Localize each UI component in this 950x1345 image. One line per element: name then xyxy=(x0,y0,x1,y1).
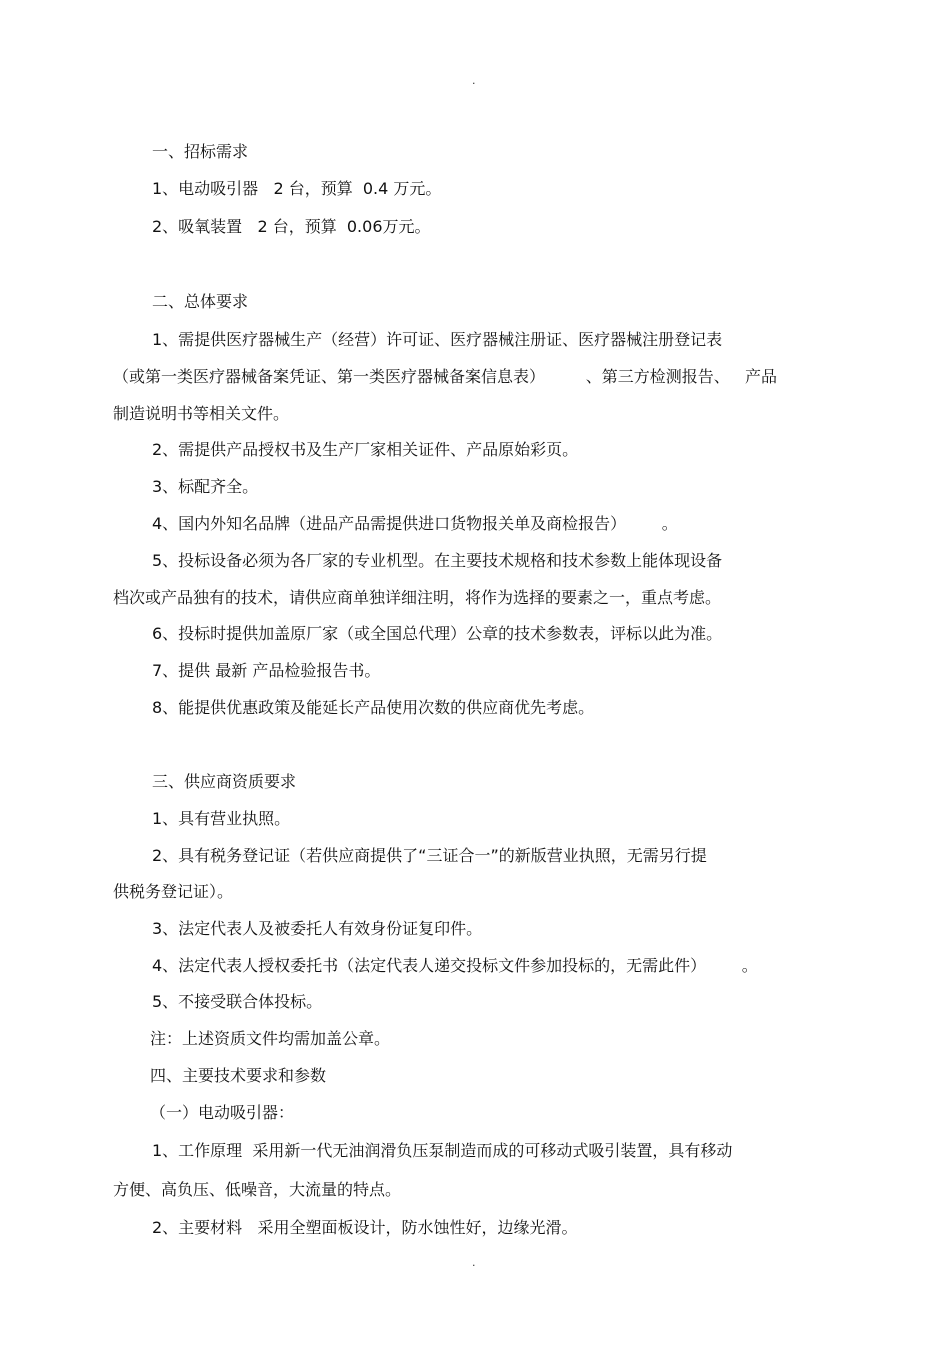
note-line: 注：上述资质文件均需加盖公章。 xyxy=(150,1029,391,1048)
section-heading-4: 四、主要技术要求和参数 xyxy=(150,1066,327,1085)
section-heading-2: 二、总体要求 xyxy=(152,292,249,311)
paragraph-line: 4、法定代表人授权委托书（法定代表人递交投标文件参加投标的，无需此件） 。 xyxy=(152,956,758,975)
paragraph-line: 3、标配齐全。 xyxy=(152,477,259,496)
paragraph-line: 3、法定代表人及被委托人有效身份证复印件。 xyxy=(152,919,483,938)
section-heading-1: 一、招标需求 xyxy=(152,142,249,161)
paragraph-line: 供税务登记证）。 xyxy=(113,882,234,901)
paragraph-line: 2、主要材料 采用全塑面板设计，防水蚀性好，边缘光滑。 xyxy=(152,1218,578,1237)
page-mark-top: . xyxy=(472,74,476,87)
paragraph-line: 5、不接受联合体投标。 xyxy=(152,992,323,1011)
paragraph-line: 4、国内外知名品牌（进品产品需提供进口货物报关单及商检报告） 。 xyxy=(152,514,678,533)
paragraph-line: 1、具有营业执照。 xyxy=(152,809,291,828)
paragraph-line: 5、投标设备必须为各厂家的专业机型。在主要技术规格和技术参数上能体现设备 xyxy=(152,551,723,570)
paragraph-line: 1、工作原理 采用新一代无油润滑负压泵制造而成的可移动式吸引装置，具有移动 xyxy=(152,1141,733,1160)
paragraph-line: （或第一类医疗器械备案凭证、第一类医疗器械备案信息表） 、第三方检测报告、 产品 xyxy=(113,367,777,386)
paragraph-line: 2、需提供产品授权书及生产厂家相关证件、产品原始彩页。 xyxy=(152,440,579,459)
section-heading-3: 三、供应商资质要求 xyxy=(152,772,297,791)
paragraph-line: 8、能提供优惠政策及能延长产品使用次数的供应商优先考虑。 xyxy=(152,698,595,717)
page-mark-bottom: . xyxy=(472,1256,476,1269)
subsection-heading: （一）电动吸引器： xyxy=(150,1103,295,1122)
paragraph-line: 方便、高负压、低噪音，大流量的特点。 xyxy=(113,1180,402,1199)
paragraph-line: 6、投标时提供加盖原厂家（或全国总代理）公章的技术参数表，评标以此为准。 xyxy=(152,624,723,643)
paragraph-line: 1、电动吸引器 2 台，预算 0.4 万元。 xyxy=(152,179,442,198)
paragraph-line: 2、具有税务登记证（若供应商提供了“三证合一”的新版营业执照，无需另行提 xyxy=(152,846,707,865)
paragraph-line: 制造说明书等相关文件。 xyxy=(113,404,290,423)
paragraph-line: 2、吸氧装置 2 台，预算 0.06万元。 xyxy=(152,217,431,236)
paragraph-line: 7、提供 最新 产品检验报告书。 xyxy=(152,661,381,680)
paragraph-line: 档次或产品独有的技术，请供应商单独详细注明，将作为选择的要素之一，重点考虑。 xyxy=(113,588,722,607)
paragraph-line: 1、需提供医疗器械生产（经营）许可证、医疗器械注册证、医疗器械注册登记表 xyxy=(152,330,723,349)
